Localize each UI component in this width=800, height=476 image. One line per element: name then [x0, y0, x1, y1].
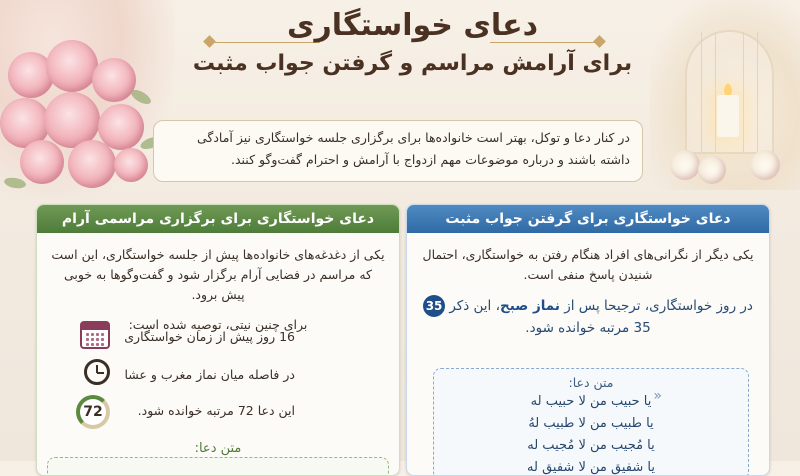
page-title: دعای خواستگاری	[286, 8, 539, 43]
instruction-count: 35	[633, 320, 651, 336]
positive-answer-card	[406, 204, 770, 476]
clock-icon	[76, 359, 110, 393]
count-72-badge: 72	[76, 395, 110, 429]
calm-ceremony-paragraph: یکی از دغدغه‌های خانواده‌ها پیش از جلسه خواستگاری، این است که مراسم در فضایی آرام برگزار شود و گفت‌وگوها به خوبی پیش برود.	[51, 247, 385, 302]
step-row-time	[51, 359, 385, 395]
step-text: این دعا 72 مرتبه خوانده شود.	[137, 403, 295, 418]
step-row-days	[51, 321, 385, 357]
count-72-icon	[76, 395, 110, 429]
instruction-bold: نماز صبح	[499, 298, 560, 314]
recommend-text: برای چنین نیتی، توصیه شده است:	[128, 317, 308, 332]
instruction-prefix: در روز خواستگاری، ترجیحا پس از	[564, 298, 753, 314]
positive-answer-paragraph: یکی دیگر از نگرانی‌های افراد هنگام رفتن به خواستگاری، احتمال شنیدن پاسخ منفی است.	[422, 247, 754, 282]
count-badge: 35	[423, 295, 445, 317]
prayer-line: یا حبیب من لا حبیب له	[530, 394, 652, 409]
intro-text: در کنار دعا و توکل، بهتر است خانواده‌ها برای برگزاری جلسه خواستگاری نیز آمادگی داشته باشند و درباره موضوعات مهم ازدواج با آرامش و احترام گفت‌وگو کنند.	[196, 130, 630, 167]
prayer-line: یا مُجیب من لا مُجیب له	[527, 438, 655, 453]
instruction-suffix: مرتبه خوانده شود.	[525, 320, 630, 336]
calm-ceremony-card	[36, 204, 400, 476]
intro-box	[153, 120, 643, 182]
left-prayer-title: متن دعا:	[194, 441, 242, 456]
header	[175, 6, 650, 80]
candle-lantern-image	[650, 0, 800, 190]
prayer-title: متن دعا:	[568, 375, 614, 390]
left-prayer-box	[47, 457, 389, 476]
step-text: 16 روز پیش از زمان خواستگاری	[124, 329, 295, 344]
rose-bouquet-image	[0, 0, 175, 200]
step-text: در فاصله میان نماز مغرب و عشا	[124, 367, 295, 382]
prayer-line: یا شفیق من لا شفیق له	[527, 460, 655, 475]
positive-answer-heading: دعای خواستگاری برای گرفتن جواب مثبت	[407, 205, 769, 233]
page-subtitle: برای آرامش مراسم و گرفتن جواب مثبت	[192, 51, 633, 76]
prayer-box	[433, 368, 749, 476]
positive-answer-instruction	[421, 295, 755, 339]
calm-ceremony-heading: دعای خواستگاری برای برگزاری مراسمی آرام	[37, 205, 399, 233]
prayer-line: یا طبیب من لا طبیب لهُ	[528, 416, 654, 431]
step-row-count	[51, 395, 385, 431]
instruction-mid: ، این ذکر	[449, 298, 500, 314]
quote-icon: «	[653, 388, 662, 404]
calendar-icon	[76, 321, 110, 355]
